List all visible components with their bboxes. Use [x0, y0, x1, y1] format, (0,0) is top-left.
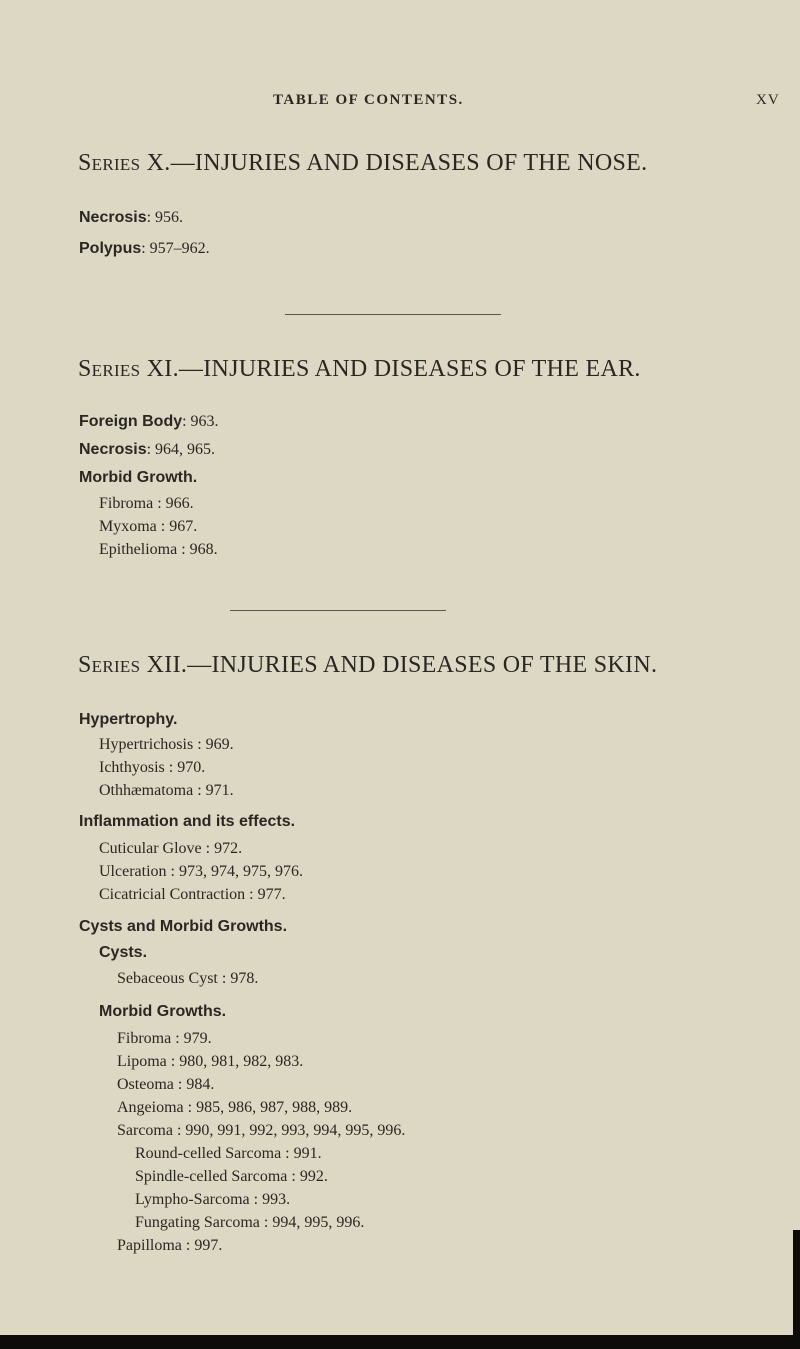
running-title: TABLE OF CONTENTS. — [273, 92, 464, 108]
item-myxoma: Myxoma : 967. — [99, 518, 198, 535]
item-sebaceous-cyst: Sebaceous Cyst : 978. — [117, 970, 259, 987]
entry-label: Necrosis — [79, 209, 147, 226]
entry-numbers: : 957–962. — [141, 240, 210, 257]
group-inflammation: Inflammation and its effects. — [79, 813, 296, 830]
series-xii-title: —INJURIES AND DISEASES OF THE SKIN. — [187, 652, 658, 678]
section-divider — [230, 610, 446, 611]
item-angeioma: Angeioma : 985, 986, 987, 988, 989. — [117, 1099, 353, 1116]
item-cuticular-glove: Cuticular Glove : 972. — [99, 840, 243, 857]
entry-numbers: : 963. — [182, 413, 219, 430]
series-x-heading — [78, 150, 647, 177]
series-x-prefix: Series X. — [78, 150, 171, 176]
entry-numbers: : 964, 965. — [146, 441, 216, 458]
item-fibroma-ear: Fibroma : 966. — [99, 495, 194, 512]
item-fungating-sarcoma: Fungating Sarcoma : 994, 995, 996. — [135, 1214, 365, 1231]
subgroup-cysts: Cysts. — [99, 944, 148, 961]
entry-polypus — [79, 240, 210, 258]
item-lympho-sarcoma: Lympho-Sarcoma : 993. — [135, 1191, 291, 1208]
item-spindle-celled-sarcoma: Spindle-celled Sarcoma : 992. — [135, 1168, 328, 1185]
page-header — [0, 92, 800, 112]
scan-right-edge — [793, 1230, 800, 1349]
item-sarcoma: Sarcoma : 990, 991, 992, 993, 994, 995, 996. — [117, 1122, 406, 1139]
item-epithelioma: Epithelioma : 968. — [99, 541, 218, 558]
series-xii-prefix: Series XII. — [78, 652, 188, 678]
scan-bottom-edge — [0, 1335, 793, 1349]
entry-numbers: : 956. — [146, 209, 184, 226]
series-x-title: —INJURIES AND DISEASES OF THE NOSE. — [170, 150, 648, 176]
item-othhaematoma: Othhæmatoma : 971. — [99, 782, 234, 799]
item-ulceration: Ulceration : 973, 974, 975, 976. — [99, 863, 303, 880]
entry-necrosis-nose — [79, 209, 183, 227]
series-xi-heading — [78, 356, 641, 383]
entry-label: Necrosis — [79, 441, 147, 458]
page-number: XV — [756, 92, 780, 108]
item-papilloma: Papilloma : 997. — [117, 1237, 223, 1254]
series-xi-prefix: Series XI. — [78, 356, 179, 382]
item-lipoma: Lipoma : 980, 981, 982, 983. — [117, 1053, 304, 1070]
entry-label: Foreign Body — [79, 413, 183, 430]
group-cysts-and-morbid-growths: Cysts and Morbid Growths. — [79, 918, 288, 935]
subgroup-morbid-growths: Morbid Growths. — [99, 1003, 227, 1020]
item-cicatricial-contraction: Cicatricial Contraction : 977. — [99, 886, 286, 903]
item-hypertrichosis: Hypertrichosis : 969. — [99, 736, 234, 753]
item-round-celled-sarcoma: Round-celled Sarcoma : 991. — [135, 1145, 322, 1162]
series-xi-title: —INJURIES AND DISEASES OF THE EAR. — [178, 356, 641, 382]
item-fibroma-skin: Fibroma : 979. — [117, 1030, 212, 1047]
entry-label: Polypus — [79, 240, 142, 257]
group-morbid-growth: Morbid Growth. — [79, 469, 198, 486]
item-osteoma: Osteoma : 984. — [117, 1076, 215, 1093]
section-divider — [285, 314, 501, 315]
group-hypertrophy: Hypertrophy. — [79, 711, 178, 728]
series-xii-heading — [78, 652, 657, 679]
entry-foreign-body — [79, 413, 219, 431]
item-ichthyosis: Ichthyosis : 970. — [99, 759, 206, 776]
entry-necrosis-ear — [79, 441, 215, 459]
